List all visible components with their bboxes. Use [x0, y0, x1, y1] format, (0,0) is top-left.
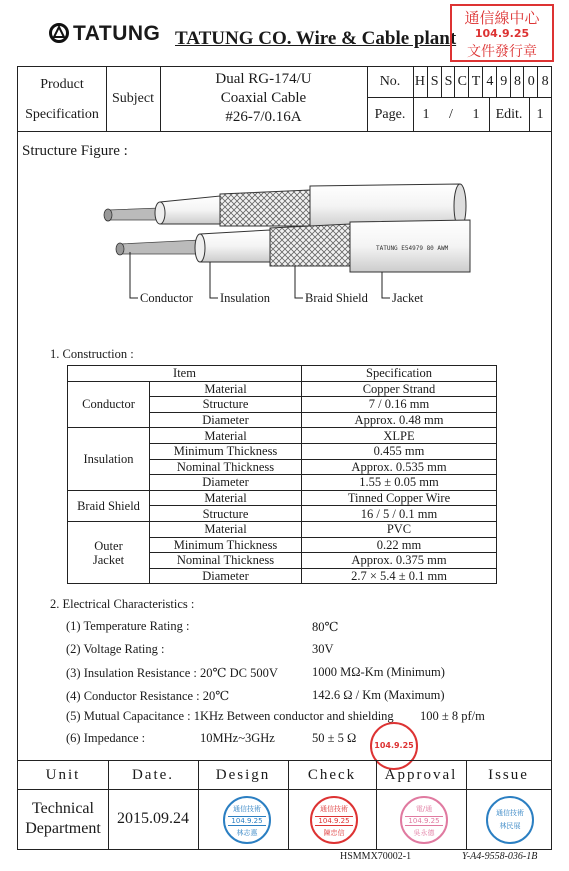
no-char: 8 [537, 67, 552, 97]
spec-cell: Copper Strand [302, 381, 497, 397]
spec-cell: 0.22 mm [302, 537, 497, 553]
electrical-heading: 2. Electrical Characteristics : [50, 597, 195, 611]
spec-cell: XLPE [302, 428, 497, 444]
stamp-text: 吳永德 [413, 829, 435, 837]
page-label: Page. [374, 107, 406, 122]
product-label: Product [40, 77, 84, 92]
elec-label: (5) Mutual Capacitance : 1KHz Between conductor and shielding [66, 709, 394, 723]
footer-issue: Issue [488, 767, 529, 783]
spec-header-box [17, 66, 552, 132]
table-row [68, 381, 497, 397]
no-char: H [414, 74, 425, 89]
footer-check: Check [307, 767, 357, 783]
elec-label: (3) Insulation Resistance : 20℃ DC 500V [66, 666, 278, 680]
table-row [68, 521, 497, 537]
plant-title: TATUNG CO. Wire & Cable plant [175, 28, 457, 49]
footer-unit: Unit [45, 767, 81, 783]
table-row [68, 490, 497, 506]
group-outer-line1: Outer [94, 538, 123, 553]
subject-line3: #26-7/0.16A [225, 109, 302, 125]
elec-value: 30V [312, 642, 334, 656]
structure-figure-title: Structure Figure : [22, 143, 128, 159]
item-cell: Structure [150, 397, 302, 413]
construction-table [67, 365, 497, 584]
no-char: 8 [510, 67, 525, 97]
check-stamp [310, 796, 358, 844]
tatung-logo [48, 22, 160, 46]
form-code-right: Y-A4-9558-036-1B [462, 851, 538, 862]
date-value: 2015.09.24 [117, 810, 189, 827]
no-char: 9 [496, 67, 511, 97]
specification-label: Specification [25, 107, 99, 122]
subject-line2: Coaxial Cable [220, 90, 307, 106]
item-cell: Structure [150, 506, 302, 522]
elec-value: 50 ± 5 Ω [312, 731, 357, 745]
no-char: T [468, 67, 483, 97]
subject-label: Subject [112, 91, 154, 106]
elec-label: (2) Voltage Rating : [66, 642, 165, 656]
spec-cell: 1.55 ± 0.05 mm [302, 475, 497, 491]
inline-date-stamp: 104.9.25 [370, 722, 418, 770]
signature-footer [17, 760, 552, 850]
elec-label: (1) Temperature Rating : [66, 619, 190, 633]
page-number: 1 [422, 107, 430, 122]
item-cell: Nominal Thickness [150, 459, 302, 475]
stamp-line1: 通信線中心 [464, 9, 540, 27]
stamp-text: 104.9.25 [315, 816, 353, 826]
spec-cell: Approx. 0.375 mm [302, 553, 497, 569]
no-char: S [441, 67, 456, 97]
spec-cell: 16 / 5 / 0.1 mm [302, 506, 497, 522]
group-insulation: Insulation [68, 428, 150, 490]
spec-cell: Approx. 0.535 mm [302, 459, 497, 475]
stamp-text: 通信技術 [320, 805, 348, 813]
item-cell: Material [150, 521, 302, 537]
spec-cell: 7 / 0.16 mm [302, 397, 497, 413]
item-cell: Material [150, 428, 302, 444]
label-braid-shield: Braid Shield [305, 291, 368, 305]
document-issue-stamp [450, 4, 554, 62]
item-cell: Diameter [150, 475, 302, 491]
label-conductor: Conductor [140, 291, 193, 305]
no-char: 4 [482, 67, 497, 97]
document-number [413, 67, 551, 97]
table-header-row [68, 366, 497, 382]
construction-heading: 1. Construction : [50, 347, 134, 361]
group-braid-shield: Braid Shield [68, 490, 150, 521]
page-separator: / [449, 107, 453, 122]
col-item: Item [68, 366, 302, 382]
item-cell: Nominal Thickness [150, 553, 302, 569]
spec-cell: PVC [302, 521, 497, 537]
logo-text: TATUNG [73, 22, 161, 45]
stamp-text: 陳忠信 [323, 829, 345, 837]
edit-number: 1 [536, 107, 544, 122]
stamp-text: 電/通 [415, 805, 433, 813]
col-spec: Specification [302, 366, 497, 382]
footer-date: Date. [131, 767, 175, 783]
elec-label: (4) Conductor Resistance : 20℃ [66, 689, 230, 703]
elec-mid: 10MHz~3GHz [200, 731, 275, 745]
no-label: No. [379, 74, 401, 89]
no-char: C [454, 67, 469, 97]
edit-label: Edit. [495, 107, 523, 122]
spec-cell: 0.455 mm [302, 443, 497, 459]
table-row [68, 428, 497, 444]
unit-line2: Department [25, 820, 101, 837]
design-stamp [223, 796, 271, 844]
elec-value: 142.6 Ω / Km (Maximum) [312, 688, 445, 702]
stamp-date: 104.9.25 [474, 27, 530, 40]
item-cell: Diameter [150, 412, 302, 428]
footer-design: Design [215, 767, 271, 783]
footer-approval: Approval [384, 767, 458, 783]
label-jacket: Jacket [392, 291, 424, 305]
jacket-print: TATUNG E54979 80 AWM [376, 245, 449, 252]
elec-label: (6) Impedance : [66, 731, 146, 745]
page-total: 1 [472, 107, 480, 122]
group-conductor: Conductor [68, 381, 150, 428]
stamp-text: 林志惠 [236, 829, 258, 837]
no-char: S [427, 67, 442, 97]
subject-value [160, 70, 367, 127]
stamp-text: 通信技術 [233, 805, 261, 813]
stamp-text: 林民展 [499, 822, 521, 830]
stamp-text: 104.9.25 [228, 816, 266, 826]
elec-value: 80℃ [312, 620, 339, 634]
item-cell: Diameter [150, 568, 302, 584]
unit-value [18, 799, 108, 839]
group-outer-line2: Jacket [92, 552, 125, 567]
item-cell: Material [150, 490, 302, 506]
spec-cell: 2.7 × 5.4 ± 0.1 mm [302, 568, 497, 584]
no-char: 0 [523, 67, 538, 97]
item-cell: Minimum Thickness [150, 443, 302, 459]
spec-cell: Tinned Copper Wire [302, 490, 497, 506]
label-insulation: Insulation [220, 291, 270, 305]
subject-line1: Dual RG-174/U [215, 71, 312, 87]
elec-value: 1000 MΩ-Km (Minimum) [312, 665, 445, 679]
issue-stamp [486, 796, 534, 844]
tatung-emblem-icon [48, 23, 70, 43]
item-cell: Minimum Thickness [150, 537, 302, 553]
form-code-left: HSMMX70002-1 [340, 851, 412, 862]
stamp-text: 104.9.25 [405, 816, 443, 826]
item-cell: Material [150, 381, 302, 397]
approval-stamp [400, 796, 448, 844]
unit-line1: Technical [32, 800, 94, 817]
stamp-line2: 文件發行章 [467, 44, 537, 60]
group-outer-jacket [68, 521, 150, 583]
stamp-text: 通信技術 [496, 809, 524, 817]
elec-value: 100 ± 8 pf/m [420, 709, 485, 723]
spec-cell: Approx. 0.48 mm [302, 412, 497, 428]
